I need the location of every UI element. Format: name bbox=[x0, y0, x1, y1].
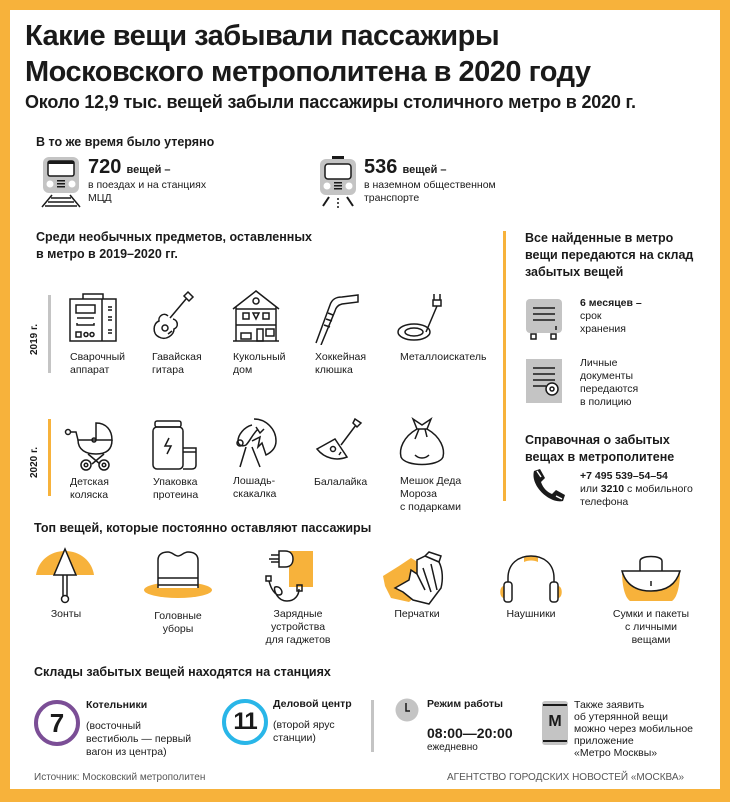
balalaika-icon bbox=[315, 417, 363, 463]
label-line: Зарядные bbox=[273, 608, 323, 620]
lost-heading: В то же время было утеряно bbox=[36, 135, 215, 149]
top-item-label bbox=[496, 608, 566, 621]
storage-locker-icon bbox=[526, 299, 562, 345]
app-note-line: об утерянной вещи bbox=[574, 711, 668, 723]
label-line: вещами bbox=[631, 634, 671, 646]
year-2020-bar bbox=[48, 419, 51, 496]
storage-heading-line: Все найденные в метро bbox=[525, 231, 674, 245]
label-line: с личными bbox=[624, 621, 678, 633]
stations-divider bbox=[371, 700, 374, 752]
metro-logo: М bbox=[548, 713, 562, 730]
station-line: вагон из центра) bbox=[86, 746, 167, 758]
app-note-line: приложение bbox=[574, 735, 634, 747]
storage-line: передаются bbox=[580, 383, 639, 395]
app-note bbox=[574, 699, 693, 759]
dollhouse-icon bbox=[231, 289, 281, 343]
unusual-item-label bbox=[314, 476, 367, 489]
top-item-label bbox=[140, 610, 216, 636]
label-line: Детская bbox=[70, 476, 109, 488]
hours-note: ежедневно bbox=[427, 742, 478, 753]
station-name: Деловой центр bbox=[273, 698, 352, 710]
train-icon bbox=[38, 156, 84, 208]
label-line: Сварочный bbox=[70, 351, 126, 363]
source-note: Источник: Московский метрополитен bbox=[34, 772, 206, 783]
label-line: Металлоискатель bbox=[400, 351, 487, 363]
label-line: Лошадь- bbox=[233, 475, 276, 487]
working-hours bbox=[427, 698, 513, 754]
hours-label: Режим работы bbox=[427, 698, 504, 710]
helpdesk-alt-suffix: с мобильного bbox=[624, 483, 693, 495]
lost-desc-line2: МЦД bbox=[88, 192, 112, 204]
app-note-line: можно через мобильное bbox=[574, 723, 694, 735]
storage-line: хранения bbox=[580, 323, 626, 335]
line-11-badge: 11 bbox=[222, 699, 268, 745]
label-line: протеина bbox=[153, 489, 199, 501]
storage-item-period bbox=[580, 297, 642, 336]
label-line: уборы bbox=[162, 623, 194, 635]
welding-machine-icon bbox=[68, 292, 118, 342]
storage-item-documents bbox=[580, 357, 638, 409]
label-line: Мороза bbox=[400, 488, 437, 500]
lost-unit: вещей – bbox=[126, 164, 171, 176]
title-line-1: Какие вещи забывали пассажиры bbox=[25, 20, 500, 52]
hobby-horse-icon bbox=[232, 417, 280, 469]
station-line: станции) bbox=[273, 732, 316, 744]
protein-jar-icon bbox=[152, 420, 198, 470]
storage-line: Личные bbox=[580, 357, 618, 369]
clock-icon bbox=[395, 698, 419, 722]
label-line: дом bbox=[233, 364, 253, 376]
storage-line: срок bbox=[580, 310, 602, 322]
label-line: клюшка bbox=[315, 364, 353, 376]
unusual-item-label bbox=[70, 351, 125, 377]
tram-icon bbox=[315, 156, 361, 208]
app-note-line: Также заявить bbox=[574, 699, 645, 711]
unusual-item-label bbox=[152, 351, 202, 377]
label-line: для гаджетов bbox=[265, 634, 331, 646]
hat-icon bbox=[143, 550, 213, 598]
label-line: скакалка bbox=[233, 488, 277, 500]
storage-period: 6 месяцев – bbox=[580, 297, 642, 309]
year-2020-label: 2020 г. bbox=[29, 447, 40, 478]
label-line: Перчатки bbox=[394, 608, 440, 620]
line-7-badge: 7 bbox=[34, 700, 80, 746]
page-subtitle: Около 12,9 тыс. вещей забыли пассажиры столичного метро в 2020 г. bbox=[25, 92, 636, 112]
label-line: устройства bbox=[270, 621, 326, 633]
top-heading: Топ вещей, которые постоянно оставляют пассажиры bbox=[34, 521, 372, 535]
storage-heading-line: забытых вещей bbox=[525, 265, 624, 279]
label-line: Наушники bbox=[506, 608, 556, 620]
helpdesk-contact bbox=[580, 470, 693, 509]
page-title bbox=[25, 18, 591, 90]
lost-unit: вещей – bbox=[402, 164, 447, 176]
gift-sack-icon bbox=[397, 417, 447, 469]
ukulele-icon bbox=[150, 290, 195, 342]
lost-count: 536 bbox=[364, 156, 398, 178]
umbrella-icon bbox=[34, 547, 96, 605]
storage-line: документы bbox=[580, 370, 634, 382]
year-2019-bar bbox=[48, 295, 51, 373]
lost-desc-line2: транспорте bbox=[364, 192, 420, 204]
top-item-label bbox=[382, 608, 452, 621]
station-name: Котельники bbox=[86, 699, 148, 711]
station-kotelniki bbox=[86, 699, 191, 759]
document-stamp-icon bbox=[526, 359, 562, 403]
label-line: аппарат bbox=[70, 364, 110, 376]
handbag-icon bbox=[618, 553, 684, 605]
gloves-icon bbox=[381, 550, 447, 606]
helpdesk-heading-line: вещах в метрополитене bbox=[525, 450, 675, 464]
station-line: (второй ярус bbox=[273, 719, 335, 731]
label-line: коляска bbox=[70, 489, 109, 501]
unusual-heading bbox=[36, 229, 312, 263]
lost-desc-line1: в поездах и на станциях bbox=[88, 179, 207, 191]
station-line: вестибюль — первый bbox=[86, 733, 192, 745]
metro-app-icon bbox=[542, 701, 568, 745]
storage-heading-line: вещи передаются на склад bbox=[525, 248, 694, 262]
storage-line: в полицию bbox=[580, 396, 632, 408]
top-item-label bbox=[40, 608, 92, 621]
helpdesk-alt-prefix: или bbox=[580, 483, 601, 495]
helpdesk-phone[interactable]: +7 495 539–54–54 bbox=[580, 470, 668, 482]
unusual-item-label bbox=[233, 351, 286, 377]
helpdesk-heading-line: Справочная о забытых bbox=[525, 433, 670, 447]
label-line: Гавайская bbox=[152, 351, 202, 363]
hockey-stick-icon bbox=[314, 293, 360, 345]
year-2019-label: 2019 г. bbox=[29, 324, 40, 355]
unusual-item-label bbox=[400, 475, 461, 514]
top-item-label bbox=[262, 608, 334, 647]
unusual-item-label bbox=[400, 351, 486, 364]
unusual-item-label bbox=[233, 475, 276, 501]
label-line: Головные bbox=[154, 610, 202, 622]
lost-desc-line1: в наземном общественном bbox=[364, 179, 496, 191]
unusual-item-label bbox=[315, 351, 366, 377]
label-line: гитара bbox=[152, 364, 184, 376]
storage-heading bbox=[525, 230, 693, 281]
label-line: Сумки и пакеты bbox=[612, 608, 690, 620]
label-line: Мешок Деда bbox=[400, 475, 462, 487]
label-line: Хоккейная bbox=[315, 351, 367, 363]
label-line: Упаковка bbox=[153, 476, 198, 488]
label-line: Зонты bbox=[50, 608, 82, 620]
station-line: (восточный bbox=[86, 720, 142, 732]
agency-credit: АГЕНТСТВО ГОРОДСКИХ НОВОСТЕЙ «МОСКВА» bbox=[447, 772, 685, 783]
station-delovoy-tsentr bbox=[273, 698, 352, 745]
phone-icon bbox=[530, 468, 566, 504]
unusual-item-label bbox=[70, 476, 109, 502]
top-item-label bbox=[606, 608, 696, 647]
stations-heading: Склады забытых вещей находятся на станциях bbox=[34, 665, 331, 679]
label-line: Балалайка bbox=[314, 476, 368, 488]
stroller-icon bbox=[64, 420, 116, 472]
unusual-heading-line1: Среди необычных предметов, оставленных bbox=[36, 230, 312, 244]
lost-count: 720 bbox=[88, 156, 122, 178]
helpdesk-heading bbox=[525, 432, 674, 466]
app-note-line: «Метро Москвы» bbox=[574, 747, 658, 759]
right-column-divider bbox=[503, 231, 506, 501]
lost-item-transport bbox=[364, 156, 496, 205]
lost-item-mcd bbox=[88, 156, 206, 205]
charger-icon bbox=[265, 549, 315, 605]
metal-detector-icon bbox=[396, 292, 446, 342]
label-line: с подарками bbox=[400, 501, 462, 513]
title-line-2: Московского метрополитена в 2020 году bbox=[25, 56, 591, 88]
helpdesk-alt-line2: телефона bbox=[580, 496, 629, 508]
helpdesk-short-number[interactable]: 3210 bbox=[600, 483, 625, 495]
hours-time: 08:00—20:00 bbox=[427, 725, 513, 741]
headphones-icon bbox=[498, 552, 564, 604]
unusual-item-label bbox=[153, 476, 198, 502]
label-line: Кукольный bbox=[233, 351, 286, 363]
unusual-heading-line2: в метро в 2019–2020 гг. bbox=[36, 247, 178, 261]
